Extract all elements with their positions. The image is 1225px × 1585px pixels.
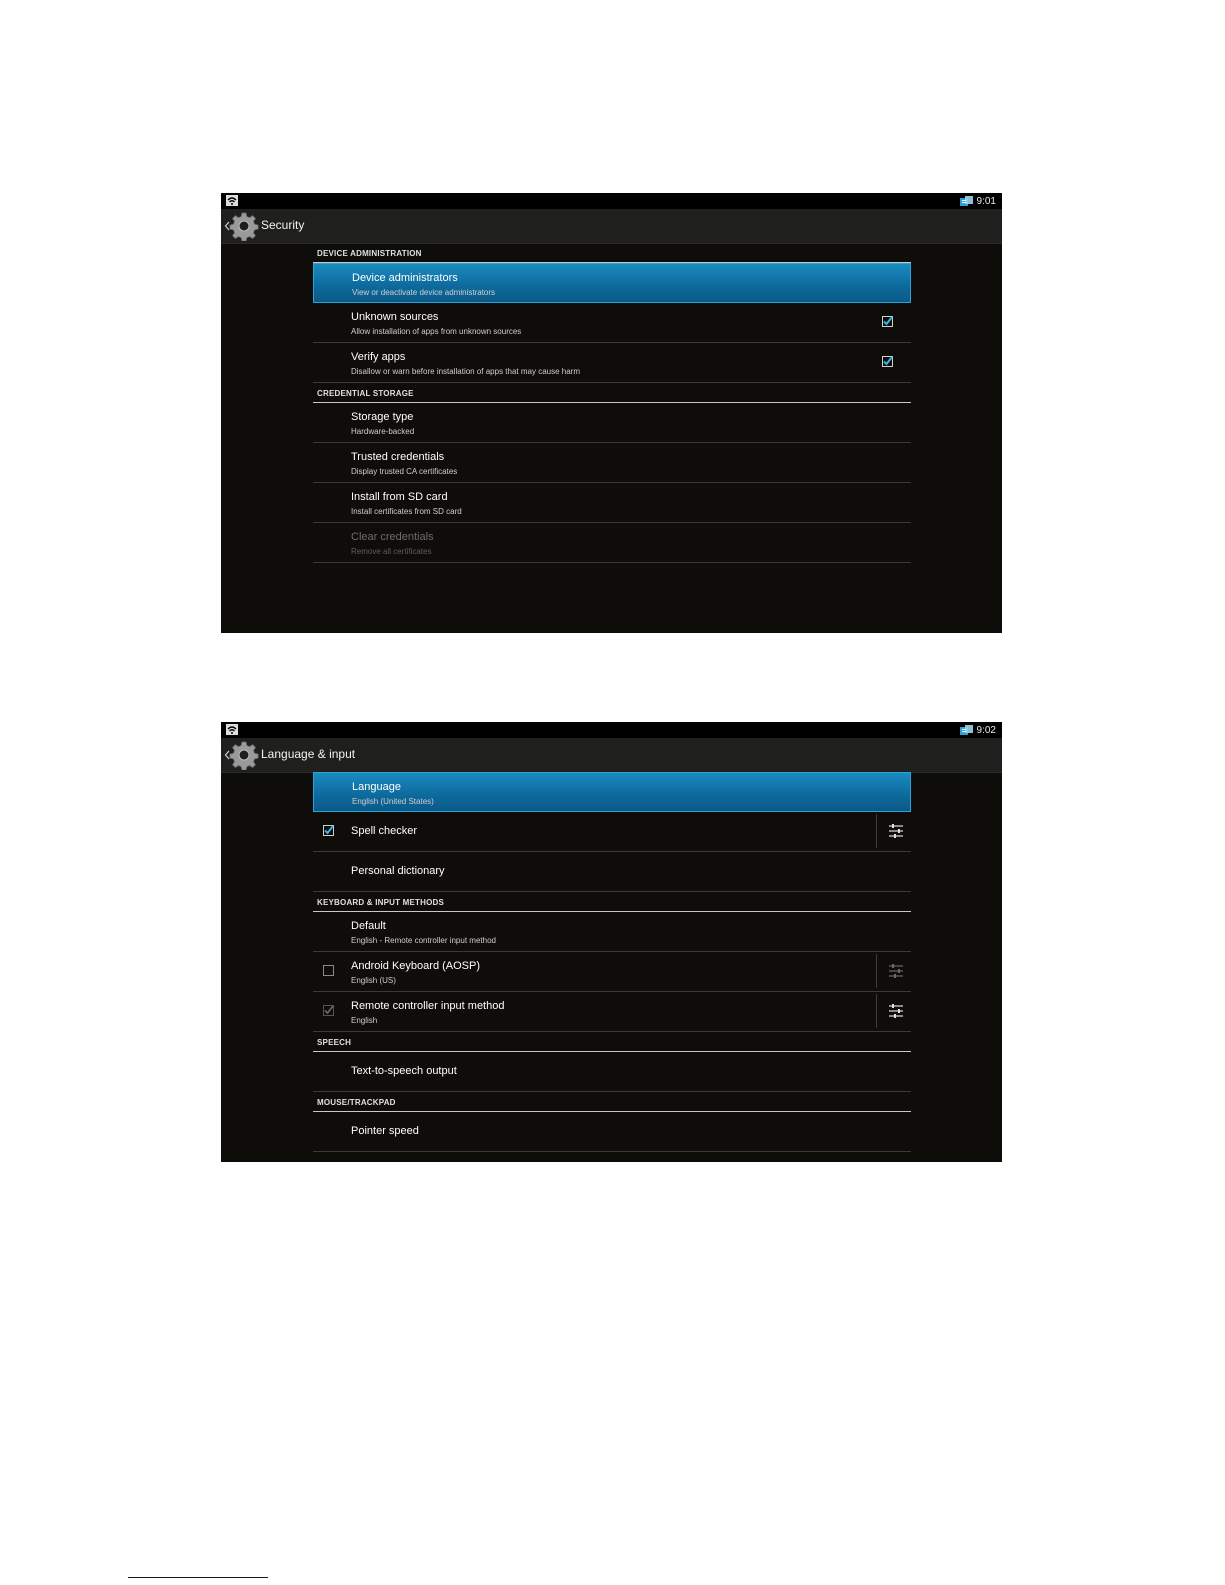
item-title: Language (352, 781, 401, 793)
checkbox-empty-icon (323, 965, 334, 976)
list-item-unknown-sources[interactable] (313, 303, 911, 343)
checkbox-checked-disabled (323, 1005, 334, 1016)
checkbox-checked[interactable] (882, 316, 893, 327)
status-time: 9:02 (976, 724, 996, 736)
list-item-personal-dictionary[interactable] (313, 852, 911, 892)
item-title: Trusted credentials (351, 451, 445, 463)
item-title: Personal dictionary (351, 865, 445, 877)
action-bar[interactable] (221, 209, 1002, 244)
item-summary: View or deactivate device administrators (352, 288, 496, 297)
section-header: DEVICE ADMINISTRATION (313, 243, 911, 263)
section-header: MOUSE/TRACKPAD (313, 1092, 911, 1112)
item-title: Remote controller input method (351, 1000, 505, 1012)
item-title: Default (351, 920, 386, 932)
sliders-icon (887, 962, 905, 980)
item-title: Android Keyboard (AOSP) (351, 960, 481, 972)
vertical-divider (876, 814, 877, 848)
item-title: Device administrators (352, 272, 458, 284)
sliders-icon[interactable] (887, 1002, 905, 1020)
item-summary: Remove all certificates (351, 547, 432, 556)
item-title: Verify apps (351, 351, 406, 363)
item-title: Pointer speed (351, 1125, 419, 1137)
list-item-remote-controller-input[interactable] (313, 992, 911, 1032)
checkbox-checked[interactable] (323, 825, 334, 836)
list-item-install-from-sd-card[interactable] (313, 483, 911, 523)
list-item-language[interactable] (313, 772, 911, 812)
item-summary: Hardware-backed (351, 427, 415, 436)
footnote-divider (128, 1577, 268, 1578)
network-icon (960, 725, 973, 736)
status-bar (221, 193, 1002, 209)
item-title: Install from SD card (351, 491, 448, 503)
list-item-default[interactable] (313, 912, 911, 952)
item-summary: Allow installation of apps from unknown sources (351, 327, 522, 336)
sliders-icon[interactable] (887, 822, 905, 840)
list-item-storage-type[interactable] (313, 403, 911, 443)
page-title: Security (261, 218, 305, 232)
wifi-icon (226, 724, 238, 735)
page-title: Language & input (261, 747, 356, 761)
list-item-device-administrators[interactable] (313, 263, 911, 303)
action-bar[interactable] (221, 738, 1002, 773)
security-screen (221, 193, 1002, 633)
item-summary: English (US) (351, 976, 396, 985)
check-icon (882, 316, 893, 327)
item-summary: English (351, 1016, 378, 1025)
wifi-icon (226, 195, 238, 206)
status-time: 9:01 (976, 195, 996, 207)
item-title: Clear credentials (351, 531, 434, 543)
check-icon (882, 356, 893, 367)
preference-list (313, 243, 911, 563)
item-title: Unknown sources (351, 311, 439, 323)
list-item-trusted-credentials[interactable] (313, 443, 911, 483)
check-icon (323, 825, 334, 836)
section-header: KEYBOARD & INPUT METHODS (313, 892, 911, 912)
item-summary: Disallow or warn before installation of apps that may cause harm (351, 367, 580, 376)
list-item-text-to-speech[interactable] (313, 1052, 911, 1092)
status-bar (221, 722, 1002, 738)
item-title: Spell checker (351, 825, 418, 837)
list-item-clear-credentials (313, 523, 911, 563)
item-summary: English - Remote controller input method (351, 936, 496, 945)
language-input-screen (221, 722, 1002, 1162)
network-icon (960, 196, 973, 207)
item-summary: Install certificates from SD card (351, 507, 462, 516)
list-item-verify-apps[interactable] (313, 343, 911, 383)
list-item-pointer-speed[interactable] (313, 1112, 911, 1152)
settings-gear-icon[interactable] (229, 740, 259, 770)
settings-gear-icon[interactable] (229, 211, 259, 241)
list-item-android-keyboard[interactable] (313, 952, 911, 992)
section-header: SPEECH (313, 1032, 911, 1052)
checkbox-checked[interactable] (882, 356, 893, 367)
item-title: Text-to-speech output (351, 1065, 457, 1077)
item-title: Storage type (351, 411, 414, 423)
preference-list (313, 772, 911, 1152)
item-summary: English (United States) (352, 797, 434, 806)
item-summary: Display trusted CA certificates (351, 467, 458, 476)
section-header: CREDENTIAL STORAGE (313, 383, 911, 403)
vertical-divider (876, 994, 877, 1028)
checkbox-unchecked[interactable] (323, 965, 334, 976)
check-icon (323, 1005, 334, 1016)
vertical-divider (876, 954, 877, 988)
list-item-spell-checker[interactable] (313, 812, 911, 852)
